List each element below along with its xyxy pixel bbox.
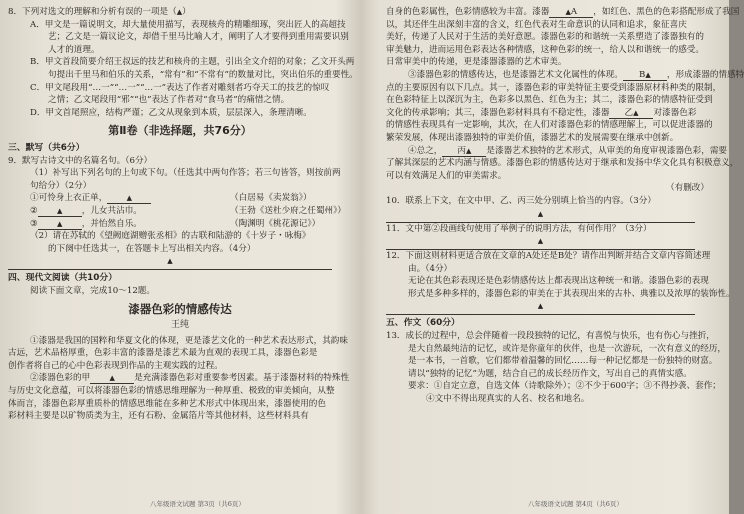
- option-b-line-1: B．甲文首段简要介绍王叔远的技艺和核舟的主题，引出全文介绍的对象；乙文开头两: [30, 57, 355, 68]
- option-c-line-1: C．甲文尾段用“…一”“…一”“…一”表达了作者对雕刻者巧夺天工的技艺的惊叹: [30, 82, 330, 93]
- question-13-line-3: 是一本书，一首歌，它们都带着温馨的回忆……每一种记忆都是一份独特的财富。: [408, 356, 718, 367]
- section-5-heading: 五、作文（60分）: [386, 318, 460, 329]
- article-para-2-line-2: 与历史文化意蕴，可以将漆器色彩的情感思维理解为一种厚重、极致的审美倾向，从整: [8, 386, 335, 397]
- question-12-material-line-2: 形式是多种多样的，漆器色彩的审美在于其表现出来的古朴、典雅以及浓厚的装饰性。: [408, 288, 735, 299]
- question-13-line-2: 是大自然最纯洁的记忆，或许是你童年的伙伴，也是一次游玩，一次有意义的经历，: [408, 343, 726, 354]
- article-author: 王纯: [170, 320, 189, 331]
- article-para-3-line-1: ③漆器色彩的情感传达，也是漆器艺术文化属性的体现。 B▲ ，形成漆器的情感特: [408, 69, 744, 80]
- article-cont-line-5: 日常审美中的传递，更是漆器漆器的艺术审美。: [386, 57, 567, 68]
- answer-blank-yi[interactable]: 乙▲: [609, 108, 653, 119]
- answer-blank-b[interactable]: B▲: [623, 70, 667, 81]
- article-para-1-line-3: 创作者将自己的心中色彩表现到作品的主观实践的过程。: [8, 360, 223, 371]
- part-2-heading: 第Ⅱ卷（非选择题，共76分）: [108, 124, 252, 138]
- option-b-line-2: 句提出千里马和伯乐的关系，“常有”和“不常有”的数量对比，突出伯乐的重要性。: [48, 69, 358, 80]
- page-footer-left: 八年级语文试题 第3页（共6页）: [150, 500, 245, 509]
- poem-line-2: ② ▲ ，儿女共沾巾。 （王勃《送杜少府之任蜀州》）: [30, 205, 347, 216]
- article-para-2-line-4: 彩材料主要是以矿物质类为主，还有石粉、金属箔片等其他材料，这些材料具有: [8, 411, 309, 422]
- article-para-3-line-4: 文化的传承影响；其三，漆器色彩材料具有不稳定性，漆器 乙▲ 对漆器色彩: [386, 107, 697, 118]
- option-a-line-1: A．甲文是一篇说明文，却大量使用描写，表现核舟的精雕细琢，突出匠人的高超技: [30, 19, 346, 30]
- article-para-1-line-1: ①漆器是我国的国粹和华夏文化的体现，更是漆艺文化的一种艺术表达形式，其韵味: [30, 335, 348, 346]
- source-note: （有删改）: [666, 183, 709, 194]
- reading-intro: 阅读下面文章，完成10～12题。: [30, 285, 155, 296]
- section-3-heading: 三、默写（共6分）: [8, 142, 85, 153]
- option-c-line-2: 之情；乙文尾段用“邪”“也”表达了作者对“食马者”的痛惜之情。: [48, 95, 290, 106]
- question-12-line-1: 12．下面这则材料更适合放在文章的A处还是B处？请作出判断并结合文章内容简述理: [386, 251, 711, 262]
- answer-line[interactable]: ▲: [386, 208, 695, 223]
- article-para-3-line-5: 的情感性表现具有一定影响，其次，在人们对漆器色彩的情感理解上，可以促进漆器的: [386, 120, 713, 131]
- answer-line[interactable]: ▲: [386, 300, 695, 315]
- answer-blank-jia[interactable]: ▲: [90, 373, 134, 384]
- answer-blank[interactable]: ▲: [107, 193, 151, 204]
- question-8-stem: 8．下列对选文的理解和分析有误的一项是（▲）: [8, 7, 191, 17]
- question-11: 11．文中第②段画线句使用了举例子的说明方法，有何作用？（3分）: [386, 223, 652, 234]
- option-d-line-1: D．甲文首尾照应，结构严谨；乙文从现象到本质，层层深入，条理清晰。: [30, 107, 312, 118]
- option-a-line-3: 人才的道理。: [48, 44, 100, 55]
- option-a-line-2: 艺；乙文是一篇议论文，却借千里马比喻人才，阐明了人才要得到重用需要识别: [48, 32, 349, 43]
- question-12-material-line-1: 无论在其色彩表现还是色彩情感传达上都表现出这种统一和谐。漆器色彩的表现: [408, 276, 709, 287]
- answer-marker: ▲: [176, 8, 183, 16]
- article-cont-line-4: 审美魅力，进而运用色彩表达各种情感，这种色彩的统一，给人以和谐统一的感受。: [386, 44, 704, 55]
- question-9-sub1b: 句给分）（2分）: [30, 180, 92, 191]
- article-para-4-line-3: 可以有效满足人们的审美需求。: [386, 170, 507, 181]
- page-footer-right: 八年级语文试题 第4页（共6页）: [528, 500, 623, 509]
- answer-blank[interactable]: ▲: [38, 219, 82, 230]
- page-4: [368, 0, 744, 514]
- article-cont-line-2: 以，其还伴生出深刻丰富的含义，红色代表对生命意识的认同和追求，象征喜庆: [386, 19, 687, 30]
- page-3: [0, 0, 362, 514]
- article-para-2-line-3: 体而言，漆器色彩厚重质朴的情感思维能在多种艺术形式中体现出来，漆器使用的色: [8, 398, 326, 409]
- article-para-4-line-2: 了解其深层的艺术内涵与情感。漆器色彩的情感传达对于继承和发扬中华文化具有积极意义，: [386, 158, 739, 169]
- answer-line[interactable]: ▲: [386, 235, 695, 250]
- poem-line-1: ①可怜身上衣正单， ▲ （白居易《卖炭翁》）: [30, 193, 312, 204]
- question-10: 10．联系上下文，在文中甲、乙、丙三处分别填上恰当的内容。（3分）: [386, 195, 656, 206]
- question-9-sub1: （1）补写出下列名句的上句或下句。（任选其中两句作答；若三句皆答，则按前两: [30, 168, 341, 179]
- article-para-3-line-6: 繁荣发展，体现出漆器独特的审美价值，漆器艺术的发展需要在继承中创新。: [386, 132, 679, 143]
- answer-line[interactable]: ▲: [8, 255, 332, 270]
- poem-line-3: ③ ▲ ，并怡然自乐。 （陶渊明《桃花源记》）: [30, 218, 321, 229]
- article-title: 漆器色彩的情感传达: [128, 302, 232, 317]
- article-para-3-line-3: 在色彩特征上以深沉为主，色彩多以黑色、红色为主；其二，漆器色彩的情感特征受到: [386, 95, 713, 106]
- question-13-line-5: 要求：①自定立意，自选文体（诗歌除外）；②不少于600字；③不得抄袭、套作；: [408, 381, 721, 392]
- article-cont-line-1: 自身的色彩属性，色彩情感较为丰富。漆器 ▲A ，如红色、黑色的色彩搭配形成了我国: [386, 7, 740, 17]
- article-para-4-line-1: ④总之， 丙▲ 是漆器艺术独特的艺术形式，从审美的角度审视漆器色彩，需要: [408, 145, 728, 156]
- article-cont-line-3: 美好，传递了人民对于生活的美好意愿。漆器色彩的和谐统一关系塑造了漆器独有的: [386, 32, 704, 43]
- article-para-2-line-1: ②漆器色彩的甲 ▲ 是充满漆器色彩对重要参考因素。基于漆器材料的特殊性: [30, 373, 350, 384]
- question-9-sub2: （2）请在苏轼的《望阙庭湖赠张丞相》的古联和陆游的《十岁子・咏梅》: [30, 231, 311, 242]
- question-13-line-6: ④文中不得出现真实的人名、校名和地名。: [426, 394, 590, 405]
- answer-blank-bing[interactable]: 丙▲: [442, 146, 486, 157]
- question-13-line-4: 请以“独特的记忆”为题，结合自己的成长经历作文，写出自己的真情实感。: [408, 368, 692, 379]
- section-4-heading: 四、现代文阅读（共10分）: [8, 273, 118, 284]
- answer-blank[interactable]: ▲: [38, 206, 82, 217]
- question-9-sub2b: 的下阕中任选其一，在答题卡上写出相关内容。（4分）: [48, 243, 256, 254]
- answer-blank-a[interactable]: ▲A: [549, 7, 593, 18]
- article-para-3-line-2: 点的主要原因有以下几点。其一，漆器色彩的审美特征主要受到漆器原材料种类的限制，: [386, 82, 722, 93]
- article-para-1-line-2: 古远，艺术品格厚重，色彩丰富的漆器是漆艺术最为直观的表现工具，漆器色彩是: [8, 348, 318, 359]
- question-12-line-2: 由。（4分）: [408, 263, 453, 274]
- question-13-line-1: 13．成长的过程中，总会伴随着一段段独特的记忆，有喜悦与快乐，也有伤心与挫折，: [386, 331, 715, 342]
- question-9-stem: 9．默写古诗文中的名篇名句。（6分）: [8, 155, 153, 166]
